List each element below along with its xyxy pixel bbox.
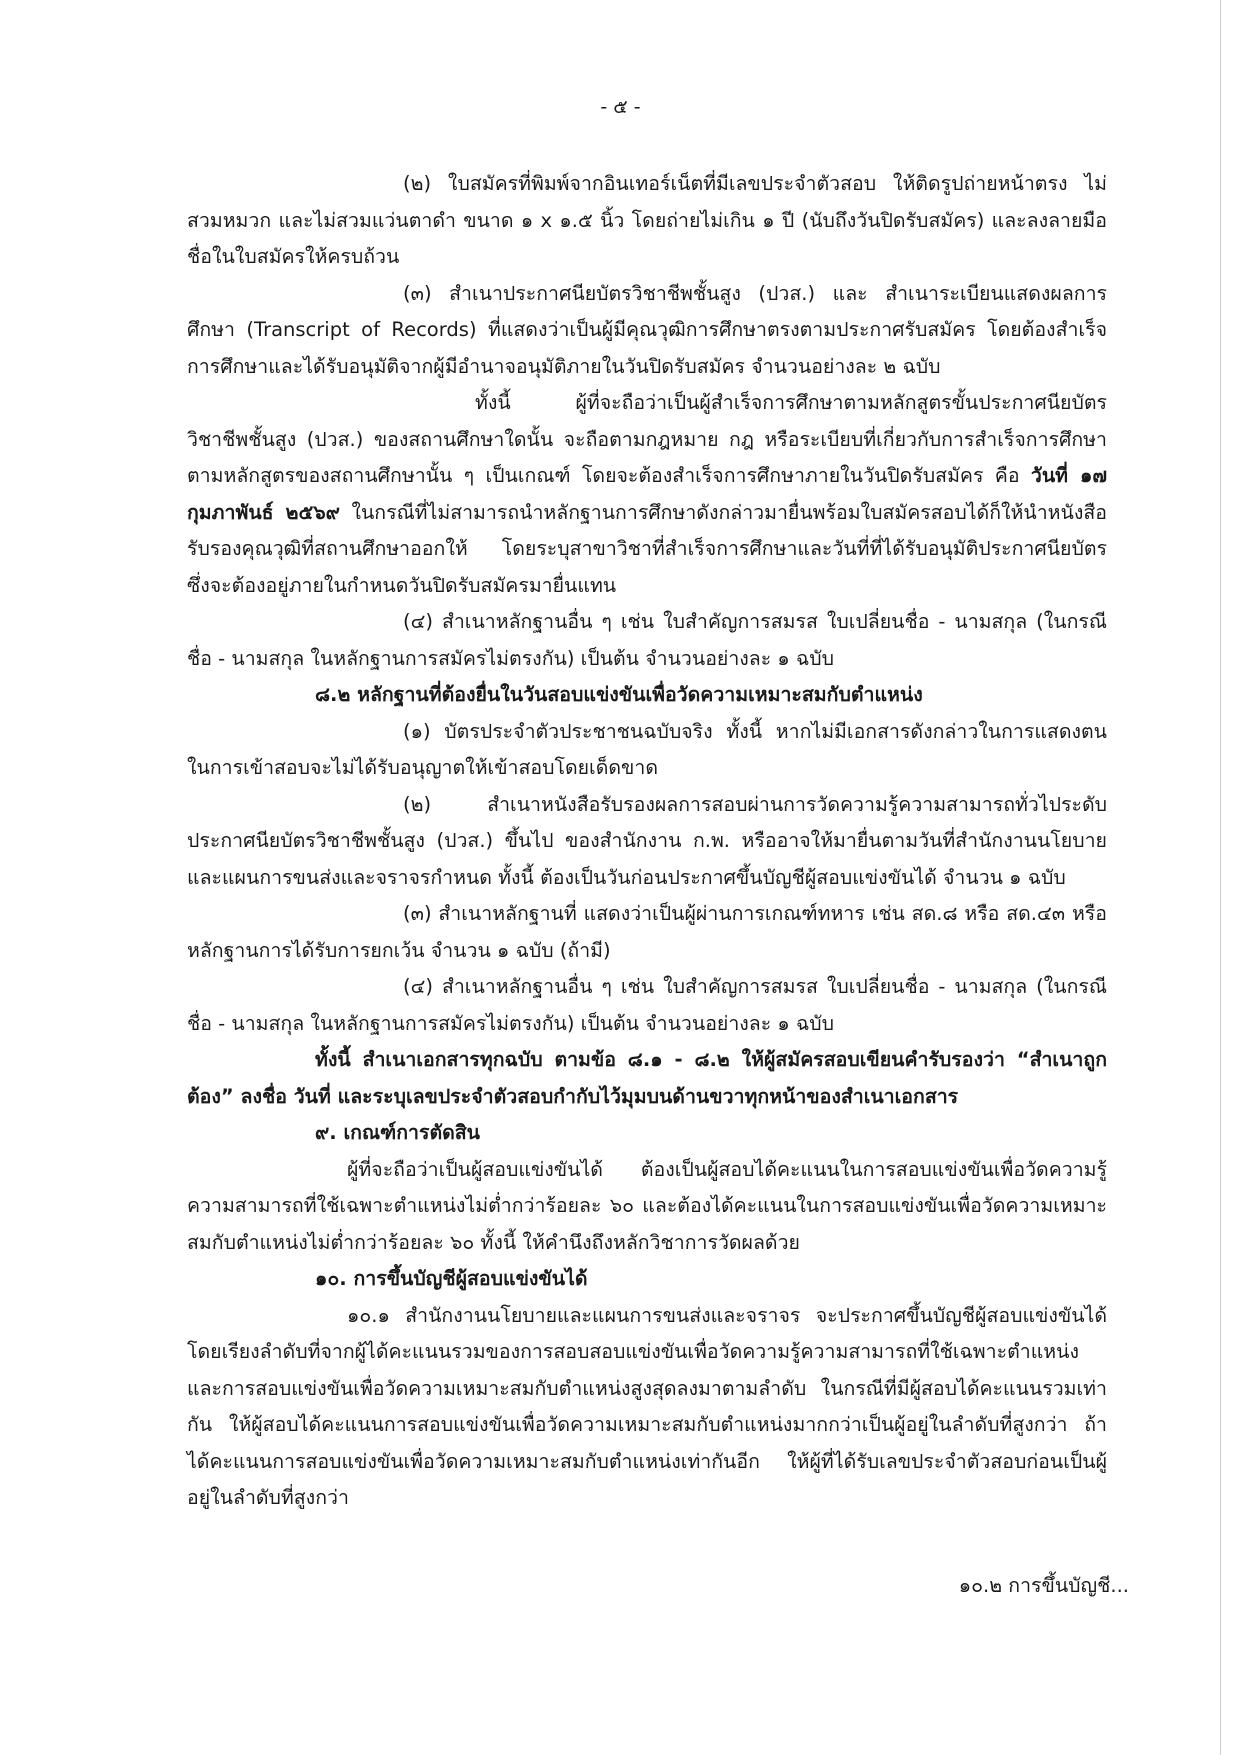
paragraph-graduation-criteria bbox=[187, 385, 1107, 604]
paragraph-other-documents: (๔) สำเนาหลักฐานอื่น ๆ เช่น ใบสำคัญการสมรส ใบเปลี่ยนชื่อ - นามสกุล (ในกรณีชื่อ - นามสกุล ในหลักฐานการสมัครไม่ตรงกัน) เป็นต้น จำนวนอย่างละ ๑ ฉบับ bbox=[187, 610, 1107, 670]
paragraph-other-documents-2: (๔) สำเนาหลักฐานอื่น ๆ เช่น ใบสำคัญการสมรส ใบเปลี่ยนชื่อ - นามสกุล (ในกรณีชื่อ - นามสกุล ในหลักฐานการสมัครไม่ตรงกัน) เป็นต้น จำนวนอย่างละ ๑ ฉบับ bbox=[187, 975, 1107, 1035]
section-heading-8-2: ๘.๒ หลักฐานที่ต้องยื่นในวันสอบแข่งขันเพื่อวัดความเหมาะสมกับตำแหน่ง bbox=[315, 683, 923, 706]
paragraph-ocsc-certificate: (๒) สำเนาหนังสือรับรองผลการสอบผ่านการวัดความรู้ความสามารถทั่วไประดับประกาศนียบัตรวิชาชีพชั้นสูง (ปวส.) ขึ้นไป ของสำนักงาน ก.พ. หรืออาจให้มายื่นตามวันที่สำนักงานนโยบายและแผนการขนส่งและจราจรกำหนด ทั้งนี้ ต้องเป็นวันก่อนประกาศขึ้นบัญชีผู้สอบแข่งขันได้ จำนวน ๑ ฉบับ bbox=[187, 792, 1107, 889]
paragraph-id-card: (๑) บัตรประจำตัวประชาชนฉบับจริง ทั้งนี้ หากไม่มีเอกสารดังกล่าวในการแสดงตนในการเข้าสอบจะไม่ได้รับอนุญาตให้เข้าสอบโดยเด็ดขาด bbox=[187, 719, 1107, 779]
continuation-reference: ๑๐.๒ การขึ้นบัญชี... bbox=[958, 1574, 1129, 1597]
paragraph-application-form: (๒) ใบสมัครที่พิมพ์จากอินเทอร์เน็ตที่มีเลขประจำตัวสอบ ให้ติดรูปถ่ายหน้าตรง ไม่สวมหมวก และไม่สวมแว่นตาดำ ขนาด ๑ x ๑.๕ นิ้ว โดยถ่ายไม่เกิน ๑ ปี (นับถึงวันปิดรับสมัคร) และลงลายมือชื่อในใบสมัครให้ครบถ้วน bbox=[187, 172, 1107, 268]
section-heading-9: ๙. เกณฑ์การตัดสิน bbox=[315, 1121, 481, 1144]
paragraph-ranking-list: ๑๐.๑ สำนักงานนโยบายและแผนการขนส่งและจราจร จะประกาศขึ้นบัญชีผู้สอบแข่งขันได้ โดยเรียงลำดับที่จากผู้ได้คะแนนรวมของการสอบสอบแข่งขันเพื่อวัดความรู้ความสามารถที่ใช้เฉพาะตำแหน่งและการสอบแข่งขันเพื่อวัดความเหมาะสมกับตำแหน่งสูงสุดลงมาตามลำดับ ในกรณีที่มีผู้สอบได้คะแนนรวมเท่ากัน ให้ผู้สอบได้คะแนนการสอบแข่งขันเพื่อวัดความเหมาะสมกับตำแหน่งมากกว่าเป็นผู้อยู่ในลำดับที่สูงกว่า ถ้าได้คะแนนการสอบแข่งขันเพื่อวัดความเหมาะสมกับตำแหน่งเท่ากันอีก ให้ผู้ที่ได้รับเลขประจำตัวสอบก่อนเป็นผู้อยู่ในลำดับที่สูงกว่า bbox=[187, 1303, 1107, 1509]
paragraph-certification-note: ทั้งนี้ สำเนาเอกสารทุกฉบับ ตามข้อ ๘.๑ - ๘.๒ ให้ผู้สมัครสอบเขียนคำรับรองว่า “สำเนาถูกต้อง” ลงชื่อ วันที่ และระบุเลขประจำตัวสอบกำกับไว้มุมบนด้านขวาทุกหน้าของสำเนาเอกสาร bbox=[187, 1048, 1107, 1108]
section-heading-10: ๑๐. การขึ้นบัญชีผู้สอบแข่งขันได้ bbox=[315, 1267, 588, 1290]
paragraph-diploma-copy: (๓) สำเนาประกาศนียบัตรวิชาชีพชั้นสูง (ปวส.) และ สำเนาระเบียนแสดงผลการศึกษา (Transcript of Records) ที่แสดงว่าเป็นผู้มีคุณวุฒิการศึกษาตรงตามประกาศรับสมัคร โดยต้องสำเร็จการศึกษาและได้รับอนุมัติจากผู้มีอำนาจอนุมัติภายในวันปิดรับสมัคร จำนวนอย่างละ ๒ ฉบับ bbox=[187, 281, 1107, 378]
paragraph-judging-criteria: ผู้ที่จะถือว่าเป็นผู้สอบแข่งขันได้ ต้องเป็นผู้สอบได้คะแนนในการสอบแข่งขันเพื่อวัดความรู้ความสามารถที่ใช้เฉพาะตำแหน่งไม่ต่ำกว่าร้อยละ ๖๐ และต้องได้คะแนนในการสอบแข่งขันเพื่อวัดความเหมาะสมกับตำแหน่งไม่ต่ำกว่าร้อยละ ๖๐ ทั้งนี้ ให้คำนึงถึงหลักวิชาการวัดผลด้วย bbox=[187, 1157, 1107, 1254]
graduation-criteria-text-2: ในกรณีที่ไม่สามารถนำหลักฐานการศึกษาดังกล่าวมายื่นพร้อมใบสมัครสอบได้ก็ให้นำหนังสือรับรองคุณวุฒิที่สถานศึกษาออกให้ โดยระบุสาขาวิชาที่สำเร็จการศึกษาและวันที่ที่ได้รับอนุมัติประกาศนียบัตร ซึ่งจะต้องอยู่ภายในกำหนดวันปิดรับสมัครมายื่นแทน bbox=[187, 500, 1107, 597]
page-number: - ๕ - bbox=[600, 96, 641, 118]
paragraph-military-document: (๓) สำเนาหลักฐานที่ แสดงว่าเป็นผู้ผ่านการเกณฑ์ทหาร เช่น สด.๘ หรือ สด.๔๓ หรือหลักฐานการได้รับการยกเว้น จำนวน ๑ ฉบับ (ถ้ามี) bbox=[187, 902, 1107, 962]
deadline-date: วันที่ ๑๗ กุมภาพันธ์ ๒๕๖๙ bbox=[187, 464, 1107, 524]
graduation-criteria-text: ทั้งนี้ ผู้ที่จะถือว่าเป็นผู้สำเร็จการศึกษาตามหลักสูตรขั้นประกาศนียบัตรวิชาชีพชั้นสูง (ปวส.) ของสถานศึกษาใดนั้น จะถือตามกฎหมาย กฎ หรือระเบียบที่เกี่ยวกับการสำเร็จการศึกษาตามหลักสูตรของสถานศึกษานั้น ๆ เป็นเกณฑ์ โดยจะต้องสำเร็จการศึกษาภายในวันปิดรับสมัคร คือ bbox=[187, 391, 1107, 487]
scan-edge-line bbox=[1220, 0, 1221, 1755]
document-body bbox=[187, 166, 1107, 1517]
